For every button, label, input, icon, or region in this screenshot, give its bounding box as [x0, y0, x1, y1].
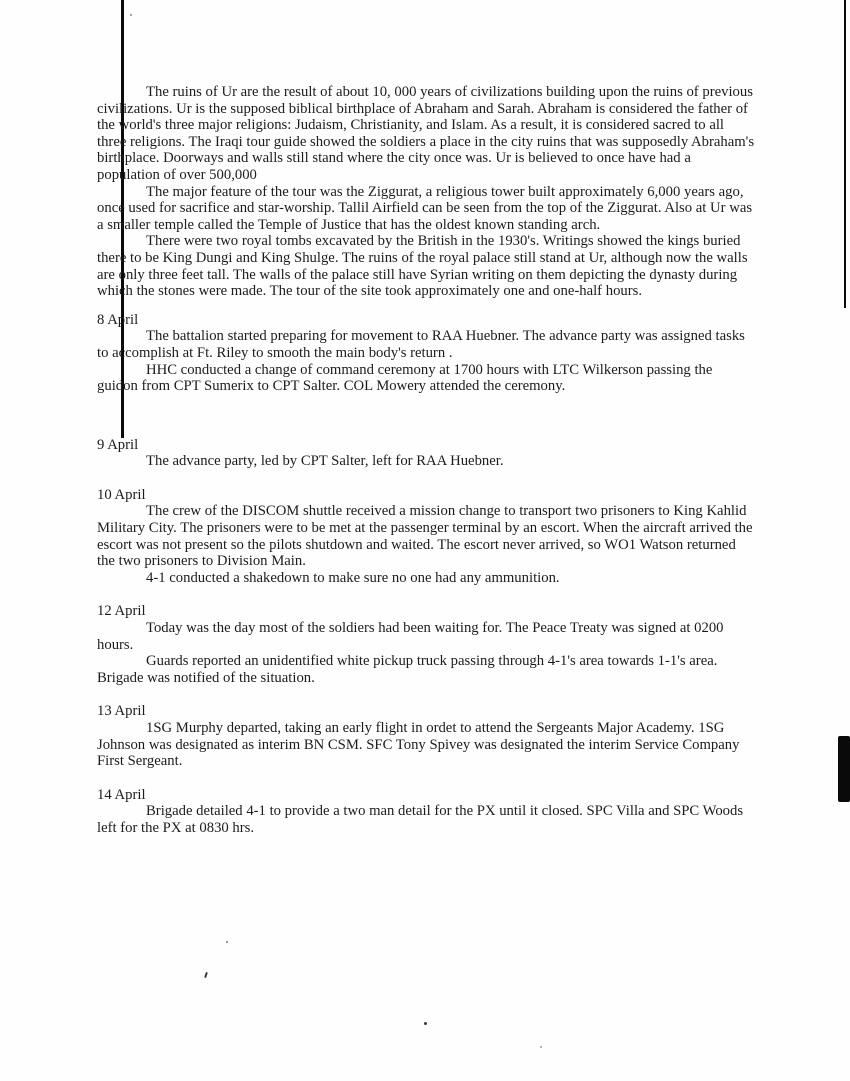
entry-date: 10 April: [97, 486, 146, 503]
entry-paragraph: Brigade detailed 4-1 to provide a two man detail for the PX until it closed. SPC Villa and SPC Woods left for the PX at 0830 hrs.: [97, 803, 744, 836]
entry-date: 9 April: [97, 436, 139, 453]
entry-paragraph: The advance party, led by CPT Salter, left for RAA Huebner.: [146, 453, 504, 470]
entry-paragraph: 1SG Murphy departed, taking an early flight in ordet to attend the Sergeants Major Academy. 1SG Johnson was designated as interim BN CSM. SFC Tony Spivey was designated the interim Service Company First Sergeant.: [97, 720, 740, 770]
scan-speck: [130, 14, 132, 16]
intro-paragraph-ziggurat: The major feature of the tour was the Ziggurat, a religious tower built approximately 6,000 years ago, once used for sacrifice and star-worship. Tallil Airfield can be seen from the top of the Ziggurat. Also at Ur was a smaller temple called the Temple of Justice that has the oldest known standing arch.: [97, 183, 753, 233]
intro-paragraph-royal-tombs: There were two royal tombs excavated by the British in the 1930's. Writings showed the kings buried there to be King Dungi and King Shulge. The ruins of the royal palace still stand at Ur, although now the walls are only three feet tall. The walls of the palace still have Syrian writing on them depicting the dynasty during which the stones were made. The tour of the site took approximately one and one-half hours.: [97, 233, 748, 300]
intro-paragraph-ruins-of-ur: The ruins of Ur are the result of about 10, 000 years of civilizations building upon the ruins of previous civilizations. Ur is the supposed biblical birthplace of Abraham and Sarah. Abraham is considered the father of the world's three major religions: Judaism, Christianity, and Islam. As a result, it is considered sacred to all three religions. The Iraqi tour guide showed the soldiers a place in the city ruins that was supposedly Abraham's birthplace. Doorways and walls still stand where the city once was. Ur is believed to once have had a population of over 500,000: [97, 84, 755, 183]
entry-date: 14 April: [97, 786, 146, 803]
scan-speck: [540, 1046, 542, 1048]
scan-speck: [204, 972, 208, 978]
journal-entry-14-april: [97, 787, 755, 837]
entry-date: 12 April: [97, 603, 146, 620]
scan-artifact-right-edge-line: [844, 0, 846, 308]
journal-entry-13-april: [97, 703, 755, 769]
journal-entry-12-april: [97, 603, 755, 686]
journal-entry-10-april: [97, 487, 755, 587]
journal-entry-9-april: [97, 437, 755, 470]
entry-paragraph: The battalion started preparing for movement to RAA Huebner. The advance party was assigned tasks to accomplish at Ft. Riley to smooth the main body's return .: [97, 328, 745, 361]
entry-date: 8 April: [97, 311, 139, 328]
entry-paragraph: Today was the day most of the soldiers had been waiting for. The Peace Treaty was signed at 0200 hours.: [97, 620, 724, 653]
scan-speck: [424, 1022, 427, 1025]
entry-date: 13 April: [97, 703, 146, 720]
entry-paragraph: 4-1 conducted a shakedown to make sure no one had any ammunition.: [146, 569, 560, 586]
entry-paragraph: HHC conducted a change of command ceremony at 1700 hours with LTC Wilkerson passing the guidon from CPT Sumerix to CPT Salter. COL Mowery attended the ceremony.: [97, 361, 713, 395]
journal-entry-8-april: [97, 312, 755, 395]
scan-artifact-right-edge-mark: [838, 736, 850, 802]
scan-speck: [226, 941, 228, 943]
document-body: [97, 84, 755, 837]
entry-paragraph: Guards reported an unidentified white pickup truck passing through 4-1's area towards 1-1's area. Brigade was notified of the situation.: [97, 653, 718, 686]
entry-paragraph: The crew of the DISCOM shuttle received a mission change to transport two prisoners to King Kahlid Military City. The prisoners were to be met at the passenger terminal by an escort. When the aircraft arrived the escort was not present so the pilots shutdown and waited. The escort never arrived, so WO1 Watson returned the two prisoners to Division Main.: [97, 503, 753, 570]
